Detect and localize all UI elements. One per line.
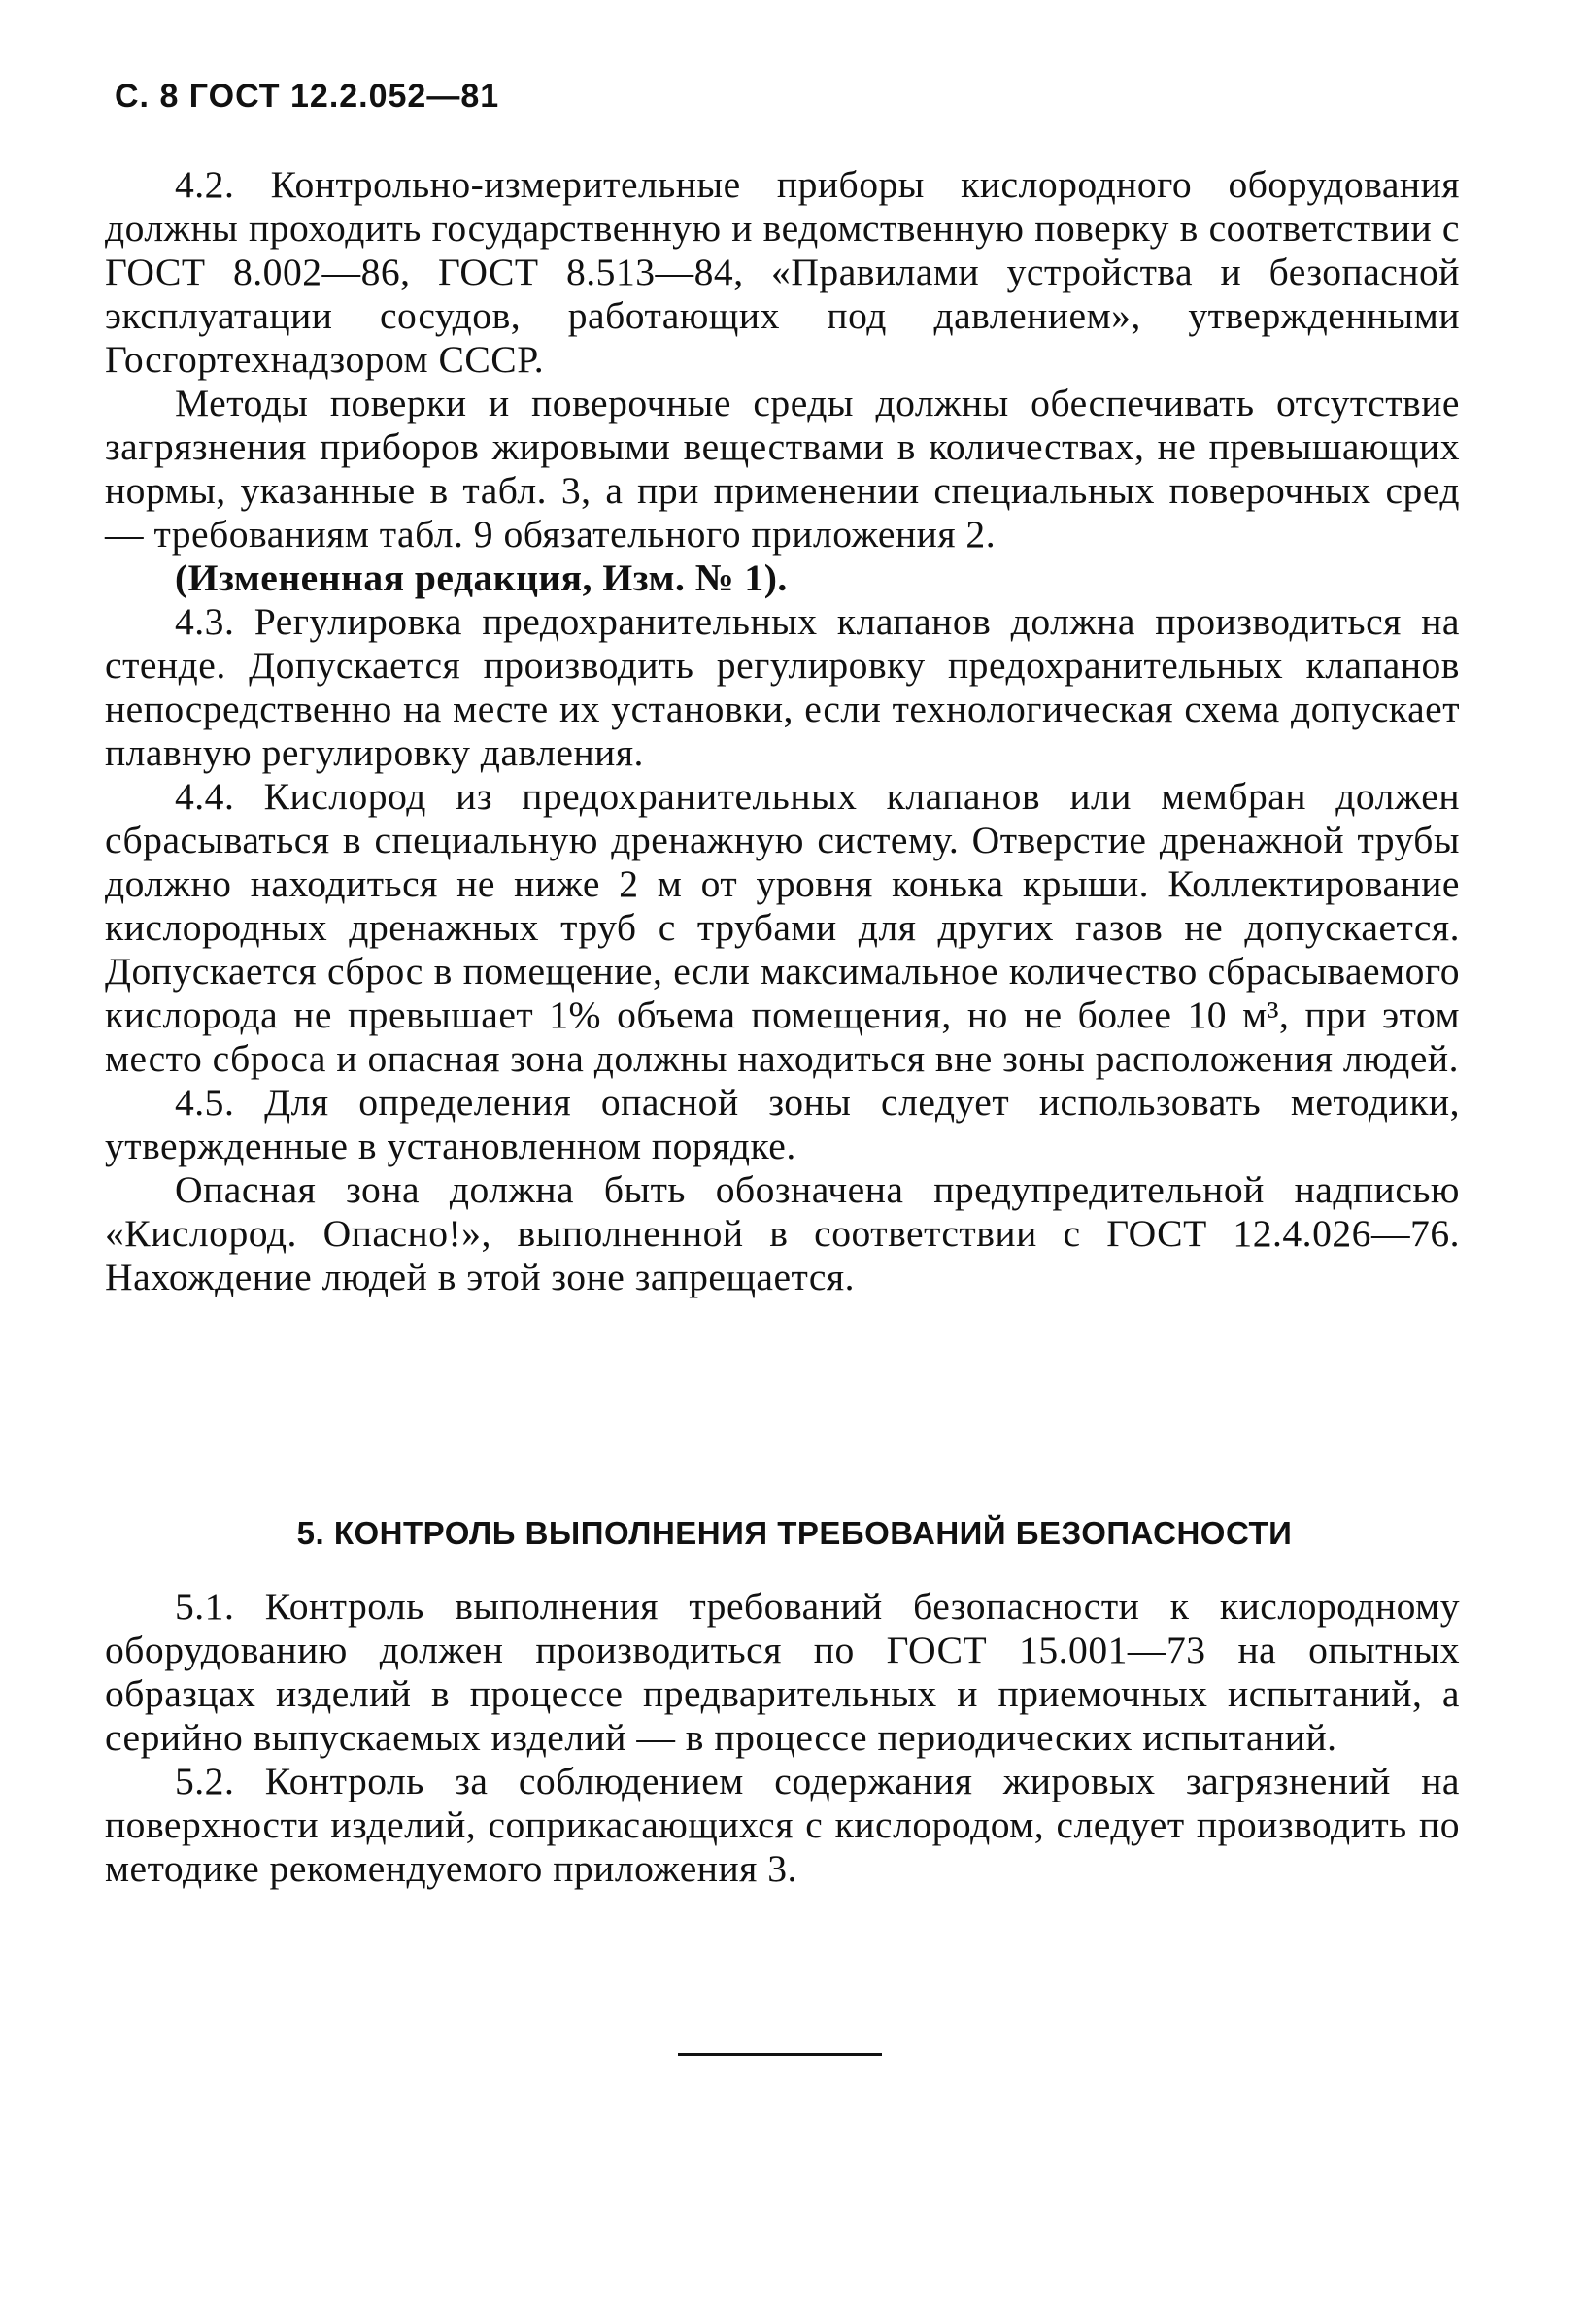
end-rule — [678, 2053, 882, 2056]
paragraph-5-2: 5.2. Контроль за соблюдением содержания жировых загрязнений на поверхности изделий, соприкасающихся с кислородом, следует производить по методике рекомендуемого приложения 3. — [105, 1760, 1460, 1890]
paragraph-4-2-methods: Методы поверки и поверочные среды должны обеспечивать отсутствие загрязнения приборов жировыми веществами в количествах, не превышающих нормы, указанные в табл. 3, а при применении специальных поверочных сред — требованиям табл. 9 обязательного приложения 2. — [105, 382, 1460, 556]
amendment-note: (Измененная редакция, Изм. № 1). — [175, 556, 788, 599]
paragraph-4-4: 4.4. Кислород из предохранительных клапанов или мембран должен сбрасываться в специальную дренажную систему. Отверстие дренажной трубы должно находиться не ниже 2 м от уровня конька крыши. Коллектирование кислородных дренажных труб с трубами для других газов не допускается. Допускается сброс в помещение, если максимальное количество сбрасываемого кислорода не превышает 1% объема помещения, но не более 10 м³, при этом место сброса и опасная зона должны находиться вне зоны расположения людей. — [105, 775, 1460, 1080]
paragraph-5-1: 5.1. Контроль выполнения требований безопасности к кислородному оборудованию должен производиться по ГОСТ 15.001—73 на опытных образцах изделий в процессе предварительных и приемочных испытаний, а серийно выпускаемых изделий — в процессе периодических испытаний. — [105, 1585, 1460, 1759]
running-head: С. 8 ГОСТ 12.2.052—81 — [115, 78, 500, 115]
paragraph-4-2: 4.2. Контрольно-измерительные приборы кислородного оборудования должны проходить государственную и ведомственную поверку в соответствии с ГОСТ 8.002—86, ГОСТ 8.513—84, «Правилами устройства и безопасной эксплуатации сосудов, работающих под давлением», утвержденными Госгортехнадзором СССР. — [105, 163, 1460, 381]
paragraph-4-5: 4.5. Для определения опасной зоны следует использовать методики, утвержденные в установленном порядке. — [105, 1081, 1460, 1167]
section-5-title: 5. КОНТРОЛЬ ВЫПОЛНЕНИЯ ТРЕБОВАНИЙ БЕЗОПАСНОСТИ — [296, 1515, 1293, 1551]
paragraph-4-5-zone: Опасная зона должна быть обозначена предупредительной надписью «Кислород. Опасно!», выполненной в соответствии с ГОСТ 12.4.026—76. Нахождение людей в этой зоне запрещается. — [105, 1168, 1460, 1298]
paragraph-4-3: 4.3. Регулировка предохранительных клапанов должна производиться на стенде. Допускается производить регулировку предохранительных клапанов непосредственно на месте их установки, если технологическая схема допускает плавную регулировку давления. — [105, 600, 1460, 774]
section-4-body — [105, 163, 1460, 1299]
section-5-body — [105, 1585, 1460, 1891]
